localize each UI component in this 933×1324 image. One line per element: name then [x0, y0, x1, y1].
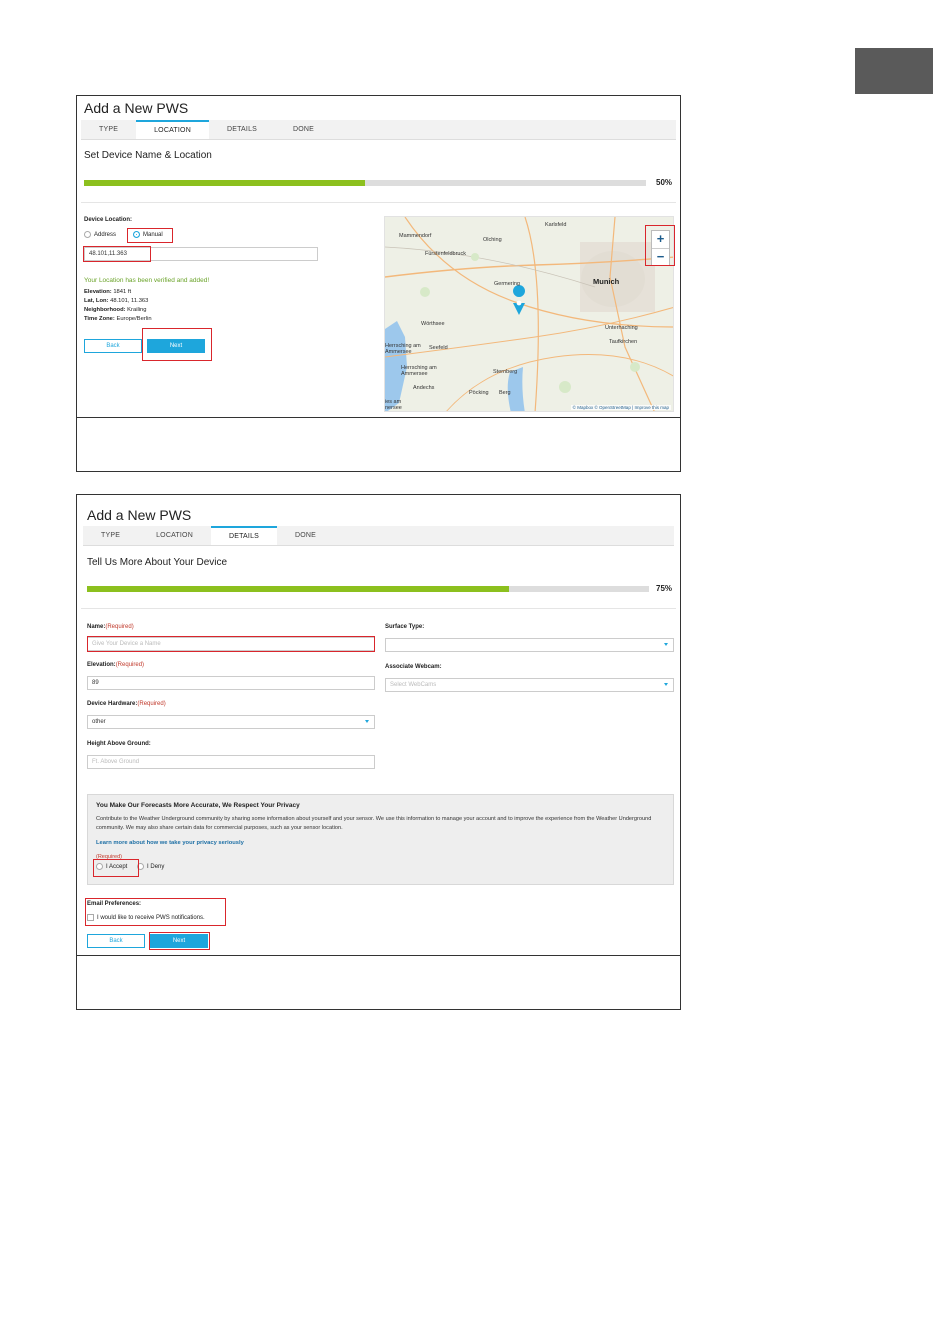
time-zone-info: Time Zone: Europe/Berlin [84, 316, 152, 322]
map-label: Karlsfeld [545, 222, 567, 228]
chapter-tab-marker [855, 48, 933, 94]
details-step-screenshot [76, 494, 681, 1010]
location-map[interactable] [384, 216, 674, 412]
progress-bar [87, 586, 649, 592]
lat-lon-info: Lat, Lon: 48.101, 11.363 [84, 298, 149, 304]
next-button[interactable]: Next [147, 339, 205, 353]
tab-location[interactable]: LOCATION [136, 120, 209, 139]
neighborhood-info: Neighborhood: Krailing [84, 307, 147, 313]
map-zoom-controls [651, 230, 670, 266]
device-location-label: Device Location: [84, 217, 133, 223]
progress-bar [84, 180, 646, 186]
deny-label: I Deny [147, 864, 165, 871]
map-label: Andechs [413, 385, 435, 391]
email-preferences-label: Email Preferences: [87, 901, 142, 907]
pws-notifications-option[interactable] [87, 914, 205, 921]
map-label: Fürstenfeldbruck [425, 251, 466, 257]
privacy-learn-more-link[interactable]: Learn more about how we take your privacy seriously [96, 840, 244, 846]
divider [81, 202, 676, 203]
device-hardware-select[interactable]: other [87, 715, 375, 729]
manual-radio-label: Manual [143, 232, 163, 239]
tab-details[interactable]: DETAILS [211, 526, 277, 545]
map-label: Herrsching am Ammersee [401, 365, 437, 377]
location-step-screenshot [76, 95, 681, 472]
tab-done[interactable]: DONE [295, 532, 317, 539]
accept-label: I Accept [106, 864, 128, 871]
page-title: Add a New PWS [84, 100, 189, 116]
pws-notifications-checkbox[interactable] [87, 914, 94, 921]
back-button[interactable]: Back [84, 339, 142, 353]
step-tabs [83, 526, 674, 546]
device-name-input[interactable]: Give Your Device a Name [87, 637, 375, 651]
privacy-options [96, 863, 164, 870]
deny-radio[interactable] [137, 863, 144, 870]
manual-radio[interactable] [133, 231, 140, 238]
address-radio-label: Address [94, 232, 117, 239]
map-label: Seefeld [429, 345, 448, 351]
zoom-in-button[interactable]: + [656, 231, 665, 246]
map-label: Herrsching am Ammersee [385, 343, 421, 355]
location-step-panel [77, 96, 680, 418]
map-attribution[interactable]: © Mapbox © OpenStreetMap | Improve this map [572, 405, 669, 410]
privacy-consent-box [87, 794, 674, 885]
back-button[interactable]: Back [87, 934, 145, 948]
address-radio[interactable] [84, 231, 91, 238]
surface-type-label: Surface Type: [385, 624, 425, 630]
map-graphic [385, 217, 674, 412]
progress-percent: 75% [656, 584, 673, 593]
next-button[interactable]: Next [150, 934, 208, 948]
map-label: ies am nersee [385, 399, 402, 411]
details-step-panel [77, 495, 680, 956]
progress-percent: 50% [656, 178, 673, 187]
step-tabs [81, 120, 676, 140]
map-label: Munich [593, 277, 620, 286]
name-label: Name:(Required) [87, 624, 134, 630]
privacy-required-label: (Required) [96, 854, 122, 860]
privacy-text: Contribute to the Weather Underground community by sharing some information about yourself and your sensor. We use this information to manage your account and to improve the experience from the Weather Underground community. We may also share certain data for commercial purposes, such as your sensor location. [96, 816, 652, 831]
map-label: Taufkirchen [609, 339, 638, 345]
deny-option[interactable] [137, 864, 164, 870]
height-above-ground-label: Height Above Ground: [87, 741, 151, 747]
elevation-input[interactable]: 89 [87, 676, 375, 690]
accept-radio[interactable] [96, 863, 103, 870]
chevron-down-icon [664, 683, 668, 686]
progress-fill [87, 586, 509, 592]
height-above-ground-input[interactable]: Ft. Above Ground [87, 755, 375, 769]
pws-notifications-label: I would like to receive PWS notifications. [97, 915, 205, 922]
map-label: Olching [483, 237, 502, 243]
elevation-label: Elevation:(Required) [87, 662, 145, 668]
privacy-title: You Make Our Forecasts More Accurate, We Respect Your Privacy [96, 802, 300, 809]
map-label: Pöcking [469, 390, 489, 396]
tab-details[interactable]: DETAILS [226, 126, 258, 133]
address-radio-option[interactable] [84, 231, 116, 238]
section-title: Set Device Name & Location [84, 150, 212, 161]
map-label: Germering [494, 281, 520, 287]
device-hardware-label: Device Hardware:(Required) [87, 701, 166, 707]
map-label: Sternberg [493, 369, 518, 375]
coordinates-input[interactable]: 48.101,11.363 [84, 247, 318, 261]
tab-done[interactable]: DONE [293, 126, 315, 133]
associate-webcam-select[interactable]: Select WebCams [385, 678, 674, 692]
accept-option[interactable] [96, 864, 127, 870]
progress-fill [84, 180, 365, 186]
associate-webcam-label: Associate Webcam: [385, 664, 442, 670]
elevation-info: Elevation: 1841 ft [84, 289, 132, 295]
map-label: Mammendorf [399, 233, 432, 239]
map-label: Unterhaching [605, 325, 638, 331]
section-title: Tell Us More About Your Device [87, 557, 228, 568]
tab-type[interactable]: TYPE [99, 126, 119, 133]
divider [81, 608, 676, 609]
chevron-down-icon [365, 720, 369, 723]
map-label: Berg [499, 390, 511, 396]
page-title: Add a New PWS [87, 507, 192, 523]
manual-radio-option[interactable] [133, 231, 163, 238]
chevron-down-icon [664, 643, 668, 646]
tab-location[interactable]: LOCATION [156, 532, 193, 539]
map-label: Wörthsee [421, 321, 445, 327]
surface-type-select[interactable] [385, 638, 674, 652]
tab-type[interactable]: TYPE [101, 532, 121, 539]
zoom-out-button[interactable]: − [652, 248, 669, 265]
verified-message: Your Location has been verified and added! [84, 277, 210, 284]
